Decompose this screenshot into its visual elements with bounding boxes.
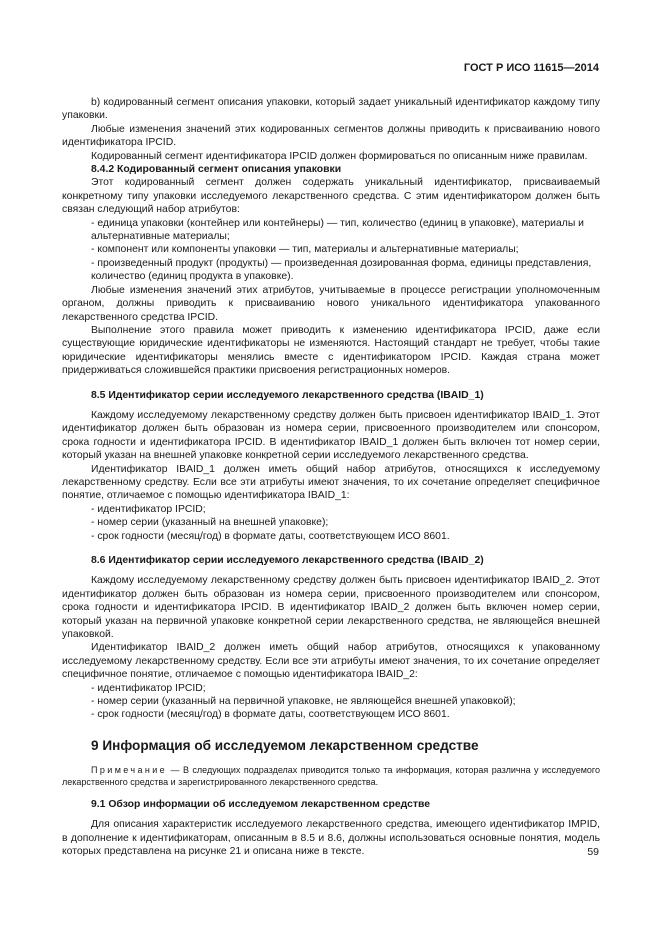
- list-item: - срок годности (месяц/год) в формате даты, соответствующем ИСО 8601.: [91, 530, 450, 542]
- page-number: 59: [587, 846, 599, 858]
- section-heading-9-1: 9.1 Обзор информации об исследуемом лекарственном средстве: [91, 799, 430, 811]
- section-heading-8-5: 8.5 Идентификатор серии исследуемого лекарственного средства (IBAID_1): [91, 389, 484, 401]
- note: [62, 764, 600, 789]
- paragraph: Любые изменения значений этих атрибутов, учитываемые в процессе регистрации уполномоченным органом, должны приводить к присваиванию нового уникального идентификатора упакованного лекарственного средства IPCID.: [62, 284, 600, 323]
- paragraph: Идентификатор IBAID_2 должен иметь общий набор атрибутов, относящихся к упакованному исследуемому лекарственному средству. Если все эти атрибуты имеют значения, то их сочетание определяет специфичное понятие, отличаемое с помощью идентификатора IBAID_2:: [62, 642, 600, 681]
- paragraph: Каждому исследуемому лекарственному средству должен быть присвоен идентификатор IBAID_2. Этот идентификатор должен быть образован из номера серии, присвоенного производителем или спонсором, срока годности и идентификатора IPCID. В идентификатор IBAID_2 должен быть включен номер серии, который указан на первичной упаковке конкретной серии лекарственного средства, не являющейся внешней упаковкой.: [62, 575, 600, 641]
- list-item: - срок годности (месяц/год) в формате даты, соответствующем ИСО 8601.: [91, 709, 450, 721]
- list-item: - идентификатор IPCID;: [91, 682, 206, 694]
- page-body: [62, 96, 600, 859]
- paragraph: Этот кодированный сегмент должен содержать уникальный идентификатор, присваиваемый конкретному типу упаковки исследуемого лекарственного средства. С этим идентификатором должен быть связан следующий набор атрибутов:: [62, 177, 600, 216]
- paragraph: Каждому исследуемому лекарственному средству должен быть присвоен идентификатор IBAID_1. Этот идентификатор должен быть образован из номера серии, присвоенного производителем или спонсором, срока годности и идентификатора IPCID. В идентификатор IBAID_1 должен быть включен тот номер серии, который указан на внешней упаковке конкретной серии исследуемого лекарственного средства.: [62, 409, 600, 462]
- paragraph: Идентификатор IBAID_1 должен иметь общий набор атрибутов, относящихся к исследуемому лекарственному средству. Если все эти атрибуты имеют значения, то их сочетание определяет специфичное понятие, отличаемое с помощью идентификатора IBAID_1:: [62, 463, 600, 502]
- list-item: - произведенный продукт (продукты) — произведенная дозированная форма, единицы представления, количество (единиц продукта в упаковке).: [91, 257, 592, 283]
- paragraph: Выполнение этого правила может приводить к изменению идентификатора IPCID, даже если существующие юридические идентификаторы не изменяются. Настоящий стандарт не требует, чтобы такие юридические идентификаторы менялись вместе с идентификатором IPCID. Каждая страна может придерживаться сложившейся практики присвоения регистрационных номеров.: [62, 324, 600, 377]
- section-heading-8-6: 8.6 Идентификатор серии исследуемого лекарственного средства (IBAID_2): [91, 555, 484, 566]
- list-item: - номер серии (указанный на внешней упаковке);: [91, 517, 329, 529]
- standard-header: ГОСТ Р ИСО 11615—2014: [463, 62, 599, 74]
- paragraph: b) кодированный сегмент описания упаковки, который задает уникальный идентификатор каждому типу упаковки.: [62, 97, 600, 122]
- note-label: Примечание: [91, 764, 168, 775]
- section-heading-8-4-2: 8.4.2 Кодированный сегмент описания упаковки: [91, 164, 342, 176]
- list-item: - идентификатор IPCID;: [91, 503, 206, 515]
- note-text: — В следующих подразделах приводится только та информация, которая различна у исследуемого лекарственного средства и зарегистрированного лекарственного средства.: [62, 764, 600, 788]
- paragraph: Для описания характеристик исследуемого лекарственного средства, имеющего идентификатор IMPID, в дополнение к идентификаторам, описанным в 8.5 и 8.6, должны использоваться основные понятия, модель которых представлена на рисунке 21 и описана ниже в тексте.: [62, 819, 600, 858]
- list-item: - номер серии (указанный на первичной упаковке, не являющейся внешней упаковкой);: [91, 696, 516, 708]
- paragraph: Кодированный сегмент идентификатора IPCID должен формироваться по описанным ниже правилам.: [91, 150, 588, 162]
- list-item: - единица упаковки (контейнер или контейнеры) — тип, количество (единиц в упаковке), материалы и альтернативные материалы;: [91, 217, 584, 243]
- chapter-heading-9: 9 Информация об исследуемом лекарственном средстве: [91, 737, 479, 753]
- list-item: - компонент или компоненты упаковки — тип, материалы и альтернативные материалы;: [91, 244, 519, 256]
- paragraph: Любые изменения значений этих кодированных сегментов должны приводить к присваиванию нового идентификатора IPCID.: [62, 123, 600, 149]
